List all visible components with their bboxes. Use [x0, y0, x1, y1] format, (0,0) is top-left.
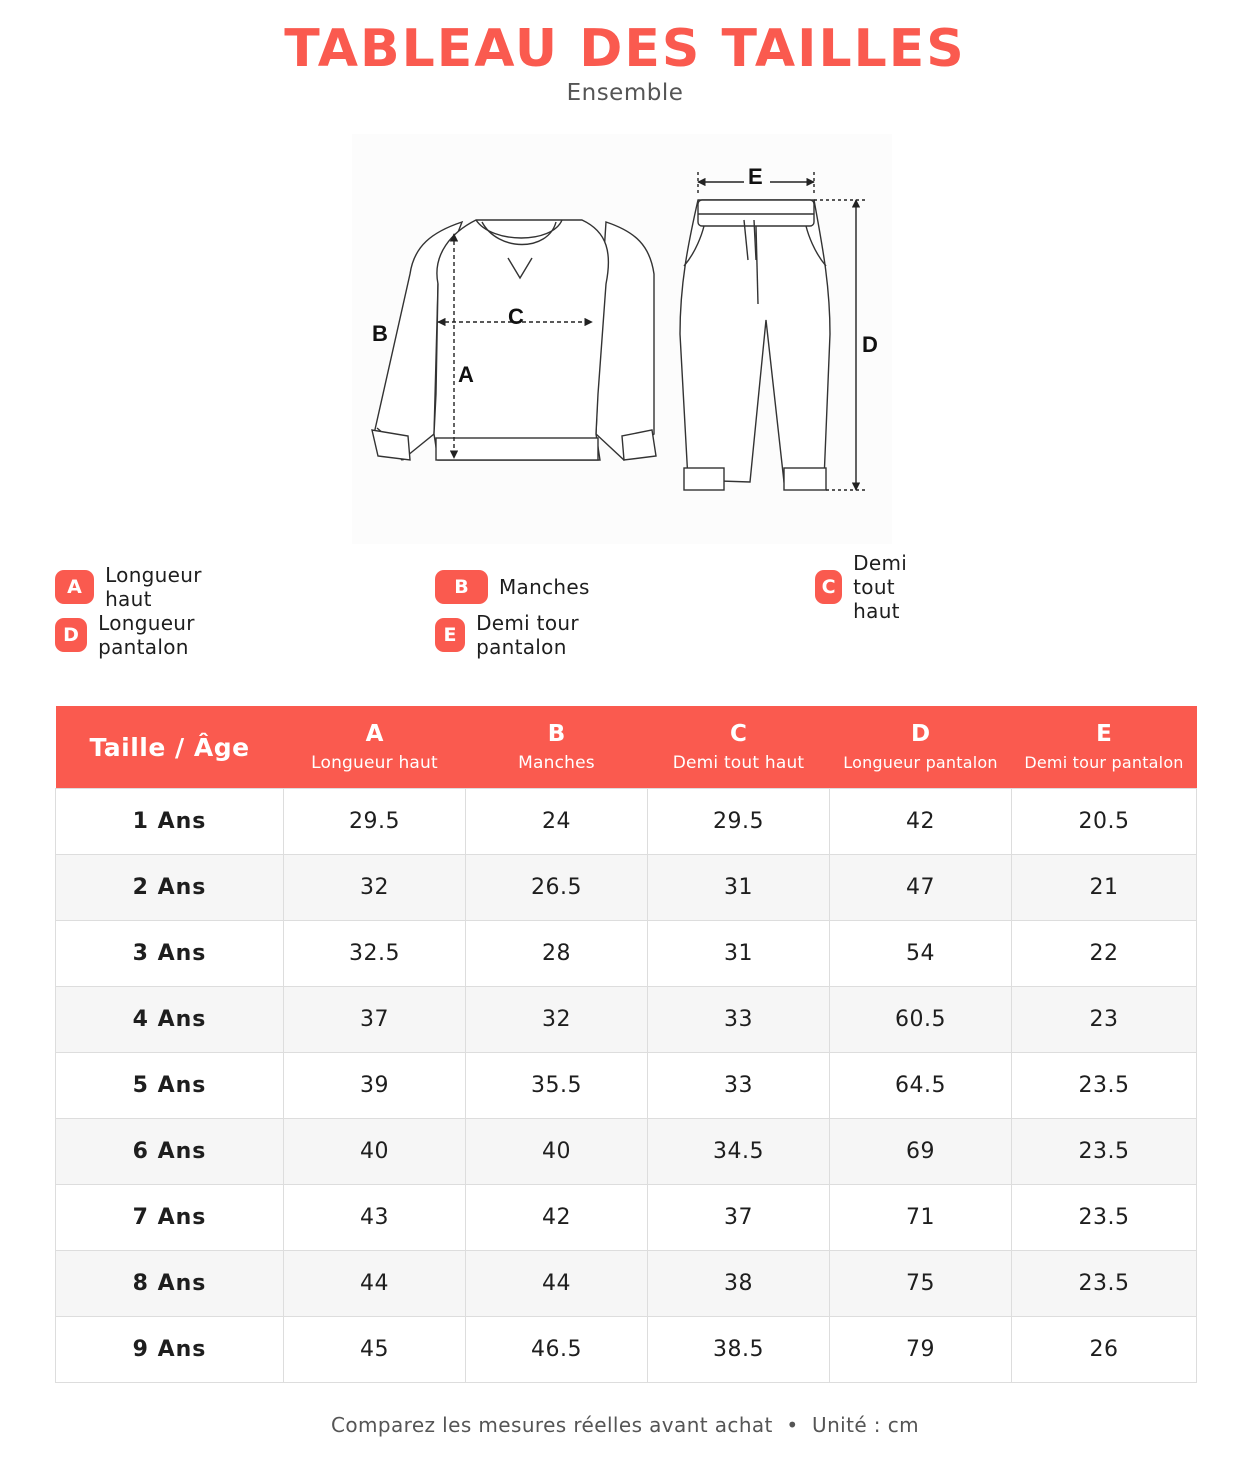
table-row: [56, 855, 1197, 921]
value-cell: 24: [466, 789, 648, 855]
value-cell: 32.5: [284, 921, 466, 987]
age-cell: 9 Ans: [56, 1317, 284, 1383]
value-cell: 44: [466, 1251, 648, 1317]
value-cell: 22: [1012, 921, 1197, 987]
value-cell: 31: [648, 855, 830, 921]
legend-badge-a: A: [55, 570, 94, 604]
table-row: [56, 1251, 1197, 1317]
value-cell: 31: [648, 921, 830, 987]
legend-item-b: [435, 570, 590, 604]
legend-label-a: Longueur haut: [105, 563, 202, 611]
legend-label-e: Demi tour pantalon: [476, 611, 579, 659]
header-letter: E: [1096, 721, 1112, 747]
sweatshirt-drawing: [372, 220, 656, 460]
value-cell: 47: [830, 855, 1012, 921]
footer-note: Comparez les mesures réelles avant achat • Unité : cm: [331, 1413, 919, 1437]
age-cell: 6 Ans: [56, 1119, 284, 1185]
header-col-e: [1012, 706, 1197, 789]
age-cell: 5 Ans: [56, 1053, 284, 1119]
value-cell: 23.5: [1012, 1053, 1197, 1119]
value-cell: 20.5: [1012, 789, 1197, 855]
header-label: Manches: [518, 753, 595, 773]
value-cell: 23.5: [1012, 1119, 1197, 1185]
header-label: Demi tout haut: [672, 753, 805, 773]
value-cell: 33: [648, 987, 830, 1053]
header-col-a: [284, 706, 466, 789]
header-size-age: Taille / Âge: [56, 706, 284, 789]
measure-label-b: B: [372, 321, 388, 346]
legend-label-b: Manches: [499, 575, 590, 599]
value-cell: 23.5: [1012, 1185, 1197, 1251]
measure-label-e: E: [748, 164, 763, 189]
page-title: TABLEAU DES TAILLES: [284, 19, 966, 79]
header-label: Demi tour pantalon: [1024, 753, 1184, 772]
value-cell: 46.5: [466, 1317, 648, 1383]
value-cell: 26.5: [466, 855, 648, 921]
age-cell: 4 Ans: [56, 987, 284, 1053]
header-label: Longueur haut: [311, 753, 438, 773]
table-row: [56, 789, 1197, 855]
value-cell: 40: [284, 1119, 466, 1185]
value-cell: 29.5: [648, 789, 830, 855]
value-cell: 38: [648, 1251, 830, 1317]
value-cell: 32: [284, 855, 466, 921]
value-cell: 42: [466, 1185, 648, 1251]
garment-diagram: [352, 134, 892, 544]
header-col-d: [830, 706, 1012, 789]
header-letter: C: [730, 721, 747, 747]
table-row: [56, 1185, 1197, 1251]
value-cell: 23.5: [1012, 1251, 1197, 1317]
header-letter: B: [547, 721, 566, 747]
value-cell: 43: [284, 1185, 466, 1251]
pants-drawing: [680, 200, 830, 490]
legend-badge-d: D: [55, 618, 87, 652]
value-cell: 39: [284, 1053, 466, 1119]
header-col-b: [466, 706, 648, 789]
value-cell: 45: [284, 1317, 466, 1383]
table-header-row: [56, 706, 1197, 789]
age-cell: 3 Ans: [56, 921, 284, 987]
age-cell: 8 Ans: [56, 1251, 284, 1317]
value-cell: 21: [1012, 855, 1197, 921]
measure-label-a: A: [458, 362, 474, 387]
age-cell: 2 Ans: [56, 855, 284, 921]
legend-label-c: Demi tout haut: [853, 551, 908, 623]
age-cell: 7 Ans: [56, 1185, 284, 1251]
legend-badge-b: B: [435, 570, 488, 604]
legend-badge-e: E: [435, 618, 465, 652]
value-cell: 33: [648, 1053, 830, 1119]
page-subtitle: Ensemble: [566, 80, 684, 106]
value-cell: 23: [1012, 987, 1197, 1053]
value-cell: 28: [466, 921, 648, 987]
table-row: [56, 921, 1197, 987]
value-cell: 29.5: [284, 789, 466, 855]
value-cell: 64.5: [830, 1053, 1012, 1119]
value-cell: 38.5: [648, 1317, 830, 1383]
garment-illustration: [352, 134, 892, 544]
header-letter: A: [365, 721, 384, 747]
header-letter: D: [910, 721, 931, 747]
value-cell: 79: [830, 1317, 1012, 1383]
value-cell: 42: [830, 789, 1012, 855]
measure-label-d: D: [862, 332, 878, 357]
value-cell: 34.5: [648, 1119, 830, 1185]
legend-item-e: [435, 611, 590, 659]
table-row: [56, 1119, 1197, 1185]
header-label: Longueur pantalon: [843, 753, 998, 772]
value-cell: 44: [284, 1251, 466, 1317]
legend-item-d: [55, 611, 216, 659]
table-row: [56, 1053, 1197, 1119]
table-row: [56, 1317, 1197, 1383]
legend-item-c: [815, 551, 933, 623]
value-cell: 35.5: [466, 1053, 648, 1119]
value-cell: 32: [466, 987, 648, 1053]
measure-label-c: C: [508, 304, 524, 329]
value-cell: 54: [830, 921, 1012, 987]
value-cell: 40: [466, 1119, 648, 1185]
value-cell: 37: [284, 987, 466, 1053]
legend-label-d: Longueur pantalon: [98, 611, 195, 659]
age-cell: 1 Ans: [56, 789, 284, 855]
value-cell: 75: [830, 1251, 1012, 1317]
value-cell: 71: [830, 1185, 1012, 1251]
legend-item-a: [55, 563, 216, 611]
legend-badge-c: C: [815, 570, 842, 604]
value-cell: 37: [648, 1185, 830, 1251]
value-cell: 60.5: [830, 987, 1012, 1053]
table-row: [56, 987, 1197, 1053]
value-cell: 26: [1012, 1317, 1197, 1383]
value-cell: 69: [830, 1119, 1012, 1185]
header-col-c: [648, 706, 830, 789]
size-table: [55, 706, 1197, 1383]
